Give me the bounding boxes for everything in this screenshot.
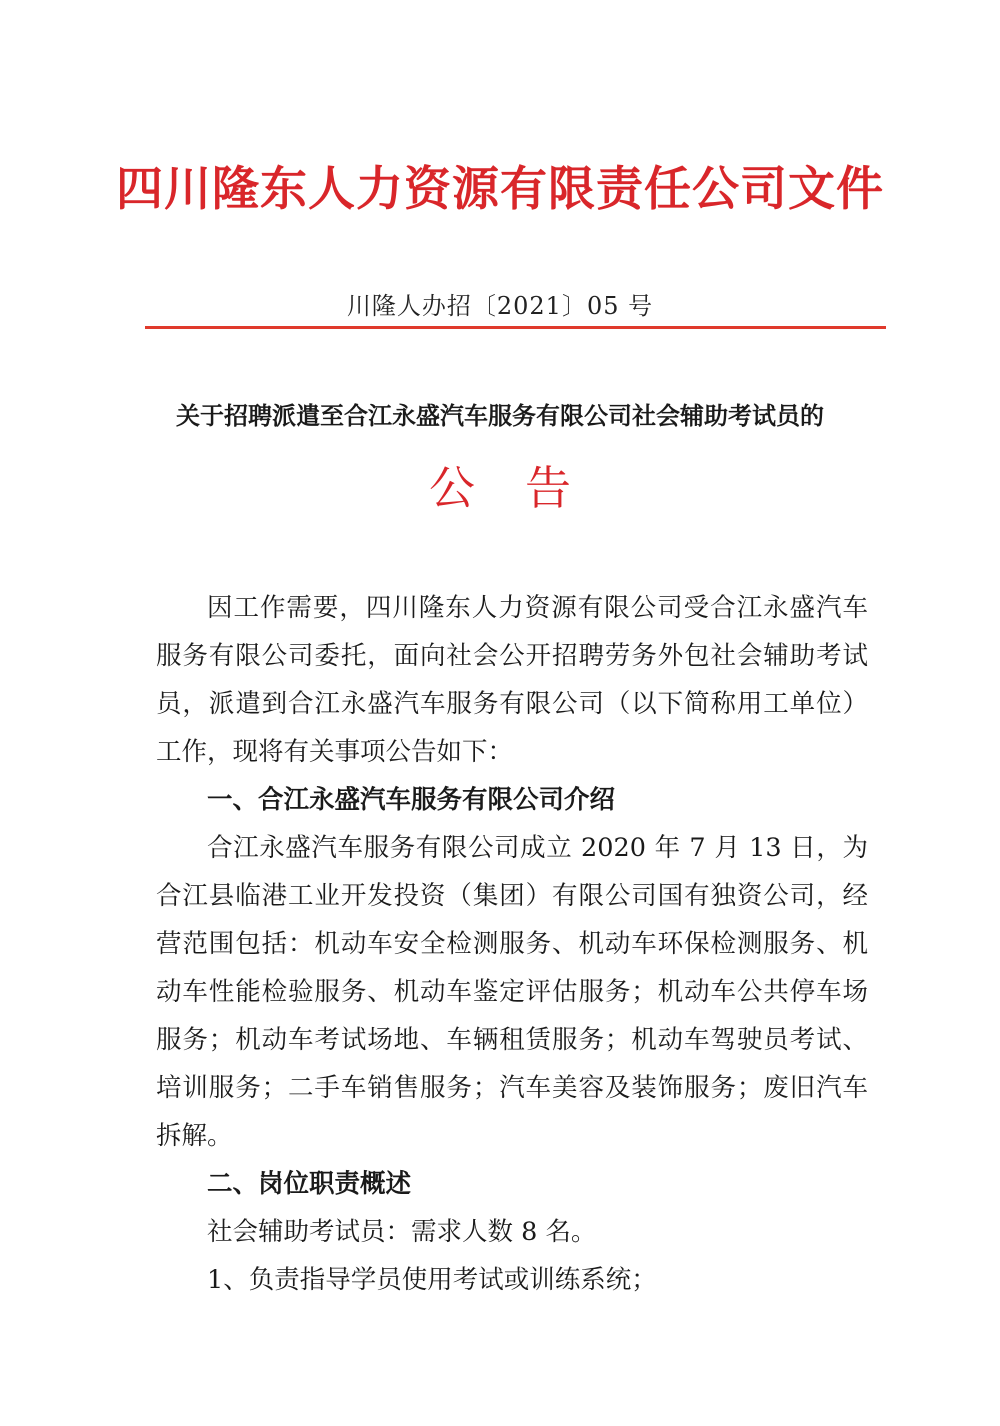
header-divider: [145, 326, 886, 329]
notice-subject: 关于招聘派遣至合江永盛汽车服务有限公司社会辅助考试员的: [176, 402, 824, 430]
section-1-paragraph: 合江永盛汽车服务有限公司成立 2020 年 7 月 13 日，为合江县临港工业开发投资（集团）有限公司国有独资公司，经营范围包括：机动车安全检测服务、机动车环保检测服务、机动车性能检验服务、机动车鉴定评估服务；机动车公共停车场服务；机动车考试场地、车辆租赁服务；机动车驾驶员考试、培训服务；二手车销售服务；汽车美容及装饰服务；废旧汽车拆解。: [156, 833, 868, 1151]
duty-item-1: 1、负责指导学员使用考试或训练系统；: [207, 1265, 657, 1295]
document-number: 川隆人办招〔2021〕05 号: [346, 292, 654, 320]
notice-title: 公告: [429, 461, 621, 515]
intro-paragraph: 因工作需要，四川隆东人力资源有限公司受合江永盛汽车服务有限公司委托，面向社会公开招聘劳务外包社会辅助考试员，派遣到合江永盛汽车服务有限公司（以下简称用工单位）工作，现将有关事项公告如下：: [156, 593, 868, 767]
section-2-paragraph: 社会辅助考试员：需求人数 8 名。: [207, 1217, 597, 1247]
section-2-heading: 二、岗位职责概述: [207, 1169, 412, 1199]
section-1-heading: 一、合江永盛汽车服务有限公司介绍: [207, 785, 616, 815]
document-body: [156, 584, 868, 1304]
document-header-title: 四川隆东人力资源有限责任公司文件: [116, 162, 884, 217]
